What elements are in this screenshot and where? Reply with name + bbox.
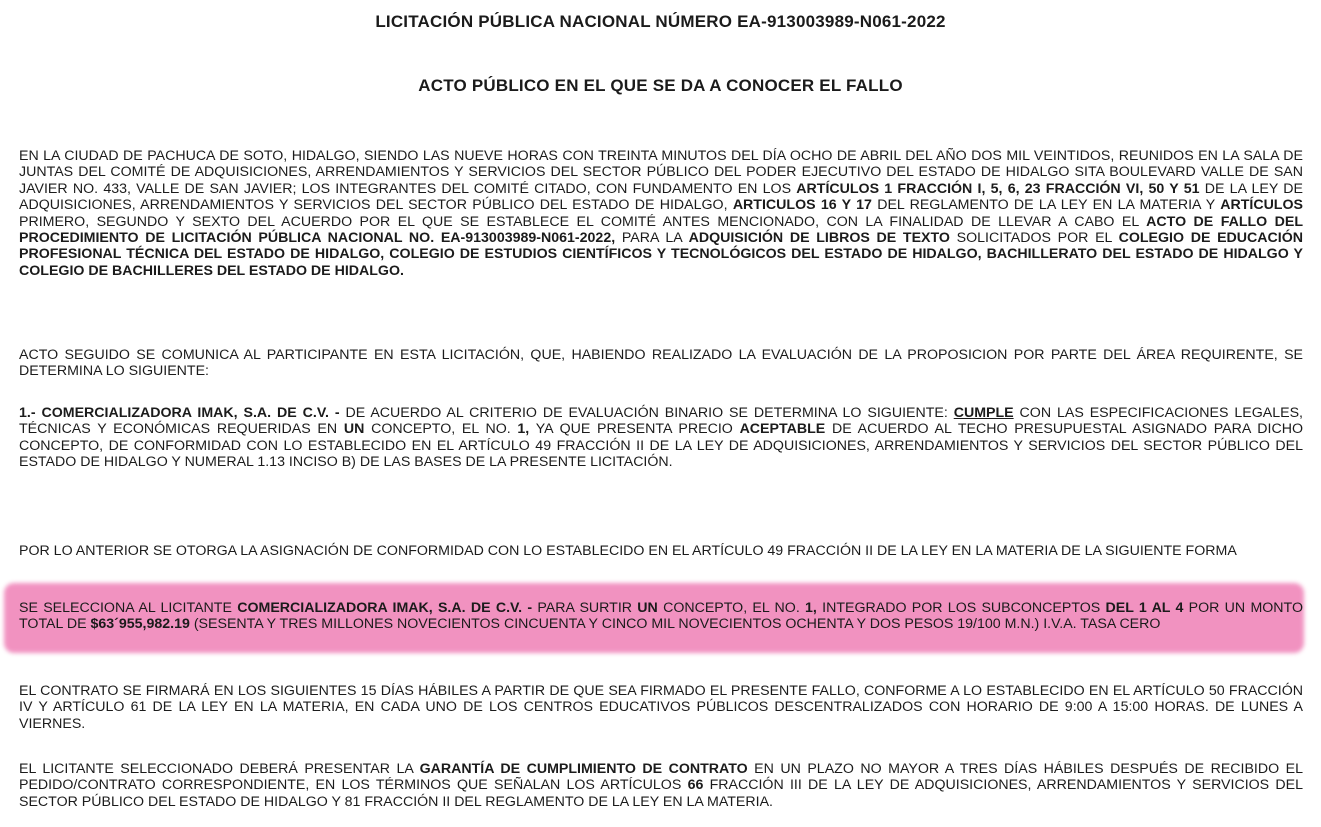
- text-segment: DE ACUERDO AL CRITERIO DE EVALUACIÓN BINARIO SE DETERMINA LO SIGUIENTE:: [339, 405, 954, 421]
- text-segment: EN UN PLAZO NO MAYOR A TRES DÍAS HÁBILES DESPUÉS DE RECIBIDO EL PEDIDO/CONTRATO CORRESPONDIENTE, EN LOS TÉRMINOS QUE SEÑALAN LOS ARTÍCULOS: [19, 761, 1304, 794]
- bold-segment: ARTICULOS 16 Y 17: [732, 197, 872, 214]
- paragraph-assignment-intro: POR LO ANTERIOR SE OTORGA LA ASIGNACIÓN DE CONFORMIDAD CON LO ESTABLECIDO EN EL ARTÍCULO 49 FRACCIÓN II DE LA LEY EN LA MATERIA DE LA SIGUIENTE FORMA: [19, 543, 1237, 559]
- bold-segment: 1.- COMERCIALIZADORA IMAK, S.A. DE C.V. -: [19, 405, 340, 421]
- bold-segment: ACTO DE FALLO DEL PROCEDIMIENTO DE LICITACIÓN PÚBLICA NACIONAL NO. EA-913003989-N061-2022,: [19, 213, 1304, 247]
- text-segment: SE SELECCIONA AL LICITANTE: [19, 600, 238, 616]
- bold-segment: GARANTÍA DE CUMPLIMIENTO DE CONTRATO: [419, 761, 748, 777]
- text-segment: CONCEPTO, EL NO.: [364, 421, 518, 438]
- bold-segment: UN: [637, 600, 658, 616]
- text-segment: EN LA CIUDAD DE PACHUCA DE SOTO, HIDALGO, SIENDO LAS NUEVE HORAS CON TREINTA MINUTOS DEL DÍA OCHO DE ABRIL DEL AÑO DOS MIL VEINTIDOS, REUNIDOS EN LA SALA DE JUNTAS DEL COMITÉ DE ADQUISICIONES, ARRENDAMIENTOS Y SERVICIOS DEL SECTOR PÚBLICO DEL PODER EJECUTIVO DEL ESTADO DE HIDALGO SITA BOULEVARD VALLE DE SAN JAVIER NO. 433, VALLE DE SAN JAVIER; LOS INTEGRANTES DEL COMITÉ CITADO, CON FUNDAMENTO EN LOS: [19, 148, 1303, 197]
- text-segment: INTEGRADO POR LOS SUBCONCEPTOS: [816, 600, 1106, 616]
- bold-segment: ARTÍCULOS 1 FRACCIÓN I, 5, 6, 23 FRACCIÓN VI, 50 Y 51: [796, 180, 1200, 197]
- text-segment: SOLICITADOS POR EL: [949, 230, 1119, 247]
- bold-segment: ADQUISICIÓN DE LIBROS DE TEXTO: [688, 230, 950, 247]
- text-segment: CONCEPTO, EL NO.: [657, 600, 806, 616]
- bold-segment: 66: [687, 777, 704, 794]
- text-segment: EL LICITANTE SELECCIONADO DEBERÁ PRESENTAR LA: [19, 761, 420, 777]
- paragraph-evaluation-intro: ACTO SEGUIDO SE COMUNICA AL PARTICIPANTE EN ESTA LICITACIÓN, QUE, HABIENDO REALIZADO LA EVALUACIÓN DE LA PROPOSICION POR PARTE DEL ÁREA REQUIRENTE, SE DETERMINA LO SIGUIENTE:: [19, 347, 1303, 380]
- paragraph-selected-bidder: [19, 600, 1303, 633]
- bold-segment: UN: [343, 421, 365, 438]
- text-segment: DE ACUERDO AL TECHO PRESUPUESTAL ASIGNADO PARA DICHO CONCEPTO, DE CONFORMIDAD CON LO ESTABLECIDO EN EL ARTÍCULO 49 FRACCIÓN II DE LA LEY DE ADQUISICIONES, ARRENDAMIENTOS Y SERVICIOS DEL SECTOR PÚBLICO DEL ESTADO DE HIDALGO Y NUMERAL 1.13 INCISO B) DE LAS BASES DE LA PRESENTE LICITACIÓN.: [19, 421, 1303, 471]
- paragraph-contract-signing: EL CONTRATO SE FIRMARÁ EN LOS SIGUIENTES 15 DÍAS HÁBILES A PARTIR DE QUE SEA FIRMADO EL PRESENTE FALLO, CONFORME A LO ESTABLECIDO EN EL ARTÍCULO 50 FRACCIÓN IV Y ARTÍCULO 61 DE LA LEY EN LA MATERIA, EN CADA UNO DE LOS CENTROS EDUCATIVOS PÚBLICOS DESCENTRALIZADOS CON HORARIO DE 9:00 A 15:00 HORAS. DE LUNES A VIERNES.: [19, 683, 1303, 732]
- paragraph-guarantee: [19, 761, 1303, 810]
- text-segment: POR UN MONTO TOTAL DE: [19, 600, 1303, 633]
- total-amount: $63´955,982.19: [90, 616, 190, 633]
- bold-segment: ARTÍCULOS: [1220, 197, 1303, 214]
- bold-segment: ACEPTABLE: [739, 421, 826, 438]
- paragraph-bidder-evaluation: [19, 405, 1303, 471]
- text-segment: PARA SURTIR: [532, 600, 638, 616]
- text-segment: DE LA LEY DE ADQUISICIONES, ARRENDAMIENTOS Y SERVICIOS DEL SECTOR PÚBLICO DEL ESTADO DE HIDALGO,: [19, 180, 1303, 214]
- cumple-label: CUMPLE: [953, 405, 1014, 421]
- document-title: LICITACIÓN PÚBLICA NACIONAL NÚMERO EA-913003989-N061-2022: [375, 12, 946, 31]
- bold-segment: COMERCIALIZADORA IMAK, S.A. DE C.V. -: [237, 600, 533, 616]
- bold-segment: 1,: [517, 421, 530, 438]
- bold-segment: COLEGIO DE EDUCACIÓN PROFESIONAL TÉCNICA DEL ESTADO DE HIDALGO, COLEGIO DE ESTUDIOS CIENTÍFICOS Y TECNOLÓGICOS DEL ESTADO DE HIDALGO, BACHILLERATO DEL ESTADO DE HIDALGO Y COLEGIO DE BACHILLERES DEL ESTADO DE HIDALGO.: [19, 230, 1304, 279]
- text-segment: YA QUE PRESENTA PRECIO: [529, 421, 740, 438]
- text-segment: FRACCIÓN III DE LA LEY DE ADQUISICIONES, ARRENDAMIENTOS Y SERVICIOS DEL SECTOR PÚBLICO DEL ESTADO DE HIDALGO Y 81 FRACCIÓN II DEL REGLAMENTO DE LA LEY EN LA MATERIA.: [19, 777, 1303, 810]
- bold-segment: 1,: [805, 600, 817, 616]
- document-subtitle: ACTO PÚBLICO EN EL QUE SE DA A CONOCER EL FALLO: [418, 76, 903, 95]
- paragraph-meeting-details: [19, 148, 1303, 279]
- bold-segment: DEL 1 AL 4: [1105, 600, 1184, 616]
- text-segment: (SESENTA Y TRES MILLONES NOVECIENTOS CINCUENTA Y CINCO MIL NOVECIENTOS OCHENTA Y DOS PESOS 19/100 M.N.) I.V.A. TASA CERO: [189, 616, 1161, 633]
- text-segment: PRIMERO, SEGUNDO Y SEXTO DEL ACUERDO POR EL QUE SE ESTABLECE EL COMITÉ ANTES MENCIONADO, CON LA FINALIDAD DE LLEVAR A CABO EL: [19, 213, 1147, 230]
- text-segment: DEL REGLAMENTO DE LA LEY EN LA MATERIA Y: [871, 197, 1221, 214]
- text-segment: CON LAS ESPECIFICACIONES LEGALES, TÉCNICAS Y ECONÓMICAS REQUERIDAS EN: [19, 405, 1303, 438]
- text-segment: PARA LA: [615, 230, 689, 247]
